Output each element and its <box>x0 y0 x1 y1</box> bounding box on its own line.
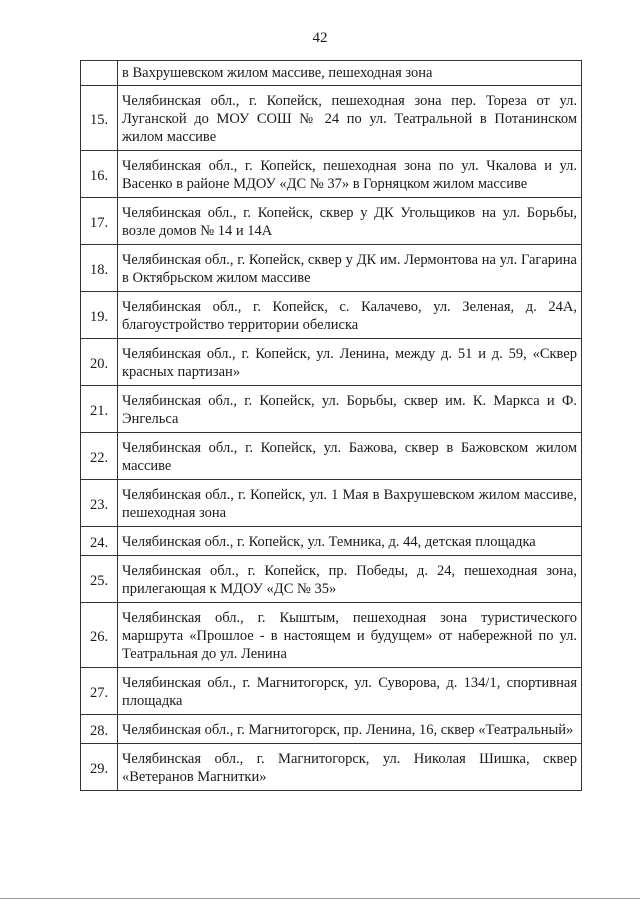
table-row <box>81 480 582 527</box>
row-text-cell: Челябинская обл., г. Копейск, ул. 1 Мая в Вахрушевском жилом массиве, пешеходная зона <box>118 480 582 527</box>
row-text-cell: Челябинская обл., г. Магнитогорск, ул. Николая Шишка, сквер «Ветеранов Магнитки» <box>118 744 582 791</box>
row-text-cell: Челябинская обл., г. Копейск, сквер у ДК Угольщиков на ул. Борьбы, возле домов № 14 и 14А <box>118 198 582 245</box>
table-row <box>81 527 582 556</box>
row-number-cell: 19. <box>81 292 118 339</box>
row-text-cell: Челябинская обл., г. Копейск, с. Калачево, ул. Зеленая, д. 24А, благоустройство территории обелиска <box>118 292 582 339</box>
table-row <box>81 715 582 744</box>
table-row <box>81 151 582 198</box>
table-row <box>81 198 582 245</box>
locations-table <box>80 60 582 791</box>
row-text-cell: Челябинская обл., г. Копейск, ул. Борьбы, сквер им. К. Маркса и Ф. Энгельса <box>118 386 582 433</box>
row-text-cell: Челябинская обл., г. Копейск, ул. Темника, д. 44, детская площадка <box>118 527 582 556</box>
row-number-cell: 28. <box>81 715 118 744</box>
row-number-cell: 26. <box>81 603 118 668</box>
table-row <box>81 339 582 386</box>
row-text-cell: Челябинская обл., г. Магнитогорск, пр. Ленина, 16, сквер «Театральный» <box>118 715 582 744</box>
table-row <box>81 744 582 791</box>
row-number-cell: 22. <box>81 433 118 480</box>
footer-rule <box>0 898 640 899</box>
row-number-cell <box>81 61 118 86</box>
row-text-cell: Челябинская обл., г. Магнитогорск, ул. Суворова, д. 134/1, спортивная площадка <box>118 668 582 715</box>
row-text-cell: Челябинская обл., г. Копейск, ул. Бажова, сквер в Бажовском жилом массиве <box>118 433 582 480</box>
row-number-cell: 21. <box>81 386 118 433</box>
row-text-cell: в Вахрушевском жилом массиве, пешеходная зона <box>118 61 582 86</box>
row-number-cell: 17. <box>81 198 118 245</box>
table-row <box>81 292 582 339</box>
row-number-cell: 15. <box>81 86 118 151</box>
row-text-cell: Челябинская обл., г. Копейск, ул. Ленина, между д. 51 и д. 59, «Сквер красных партизан» <box>118 339 582 386</box>
table-row <box>81 603 582 668</box>
row-text-cell: Челябинская обл., г. Копейск, пр. Победы, д. 24, пешеходная зона, прилегающая к МДОУ «ДС № 35» <box>118 556 582 603</box>
row-number-cell: 24. <box>81 527 118 556</box>
table-row <box>81 386 582 433</box>
table-row-continuation <box>81 61 582 86</box>
row-number-cell: 23. <box>81 480 118 527</box>
table-body <box>81 61 582 791</box>
row-number-cell: 16. <box>81 151 118 198</box>
table-row <box>81 433 582 480</box>
table-row <box>81 86 582 151</box>
row-text-cell: Челябинская обл., г. Копейск, пешеходная зона пер. Тореза от ул. Луганской до МОУ СОШ № 24 по ул. Театральной в Потанинском жилом массиве <box>118 86 582 151</box>
table-row <box>81 556 582 603</box>
row-number-cell: 27. <box>81 668 118 715</box>
row-number-cell: 20. <box>81 339 118 386</box>
row-number-cell: 18. <box>81 245 118 292</box>
row-text-cell: Челябинская обл., г. Копейск, пешеходная зона по ул. Чкалова и ул. Васенко в районе МДОУ «ДС № 37» в Горняцком жилом массиве <box>118 151 582 198</box>
row-text-cell: Челябинская обл., г. Кыштым, пешеходная зона туристического маршрута «Прошлое - в настоящем и будущем» от набережной по ул. Театральная до ул. Ленина <box>118 603 582 668</box>
table-row <box>81 245 582 292</box>
row-text-cell: Челябинская обл., г. Копейск, сквер у ДК им. Лермонтова на ул. Гагарина в Октябрьском жилом массиве <box>118 245 582 292</box>
row-number-cell: 25. <box>81 556 118 603</box>
table-row <box>81 668 582 715</box>
page-number: 42 <box>312 30 328 46</box>
row-number-cell: 29. <box>81 744 118 791</box>
